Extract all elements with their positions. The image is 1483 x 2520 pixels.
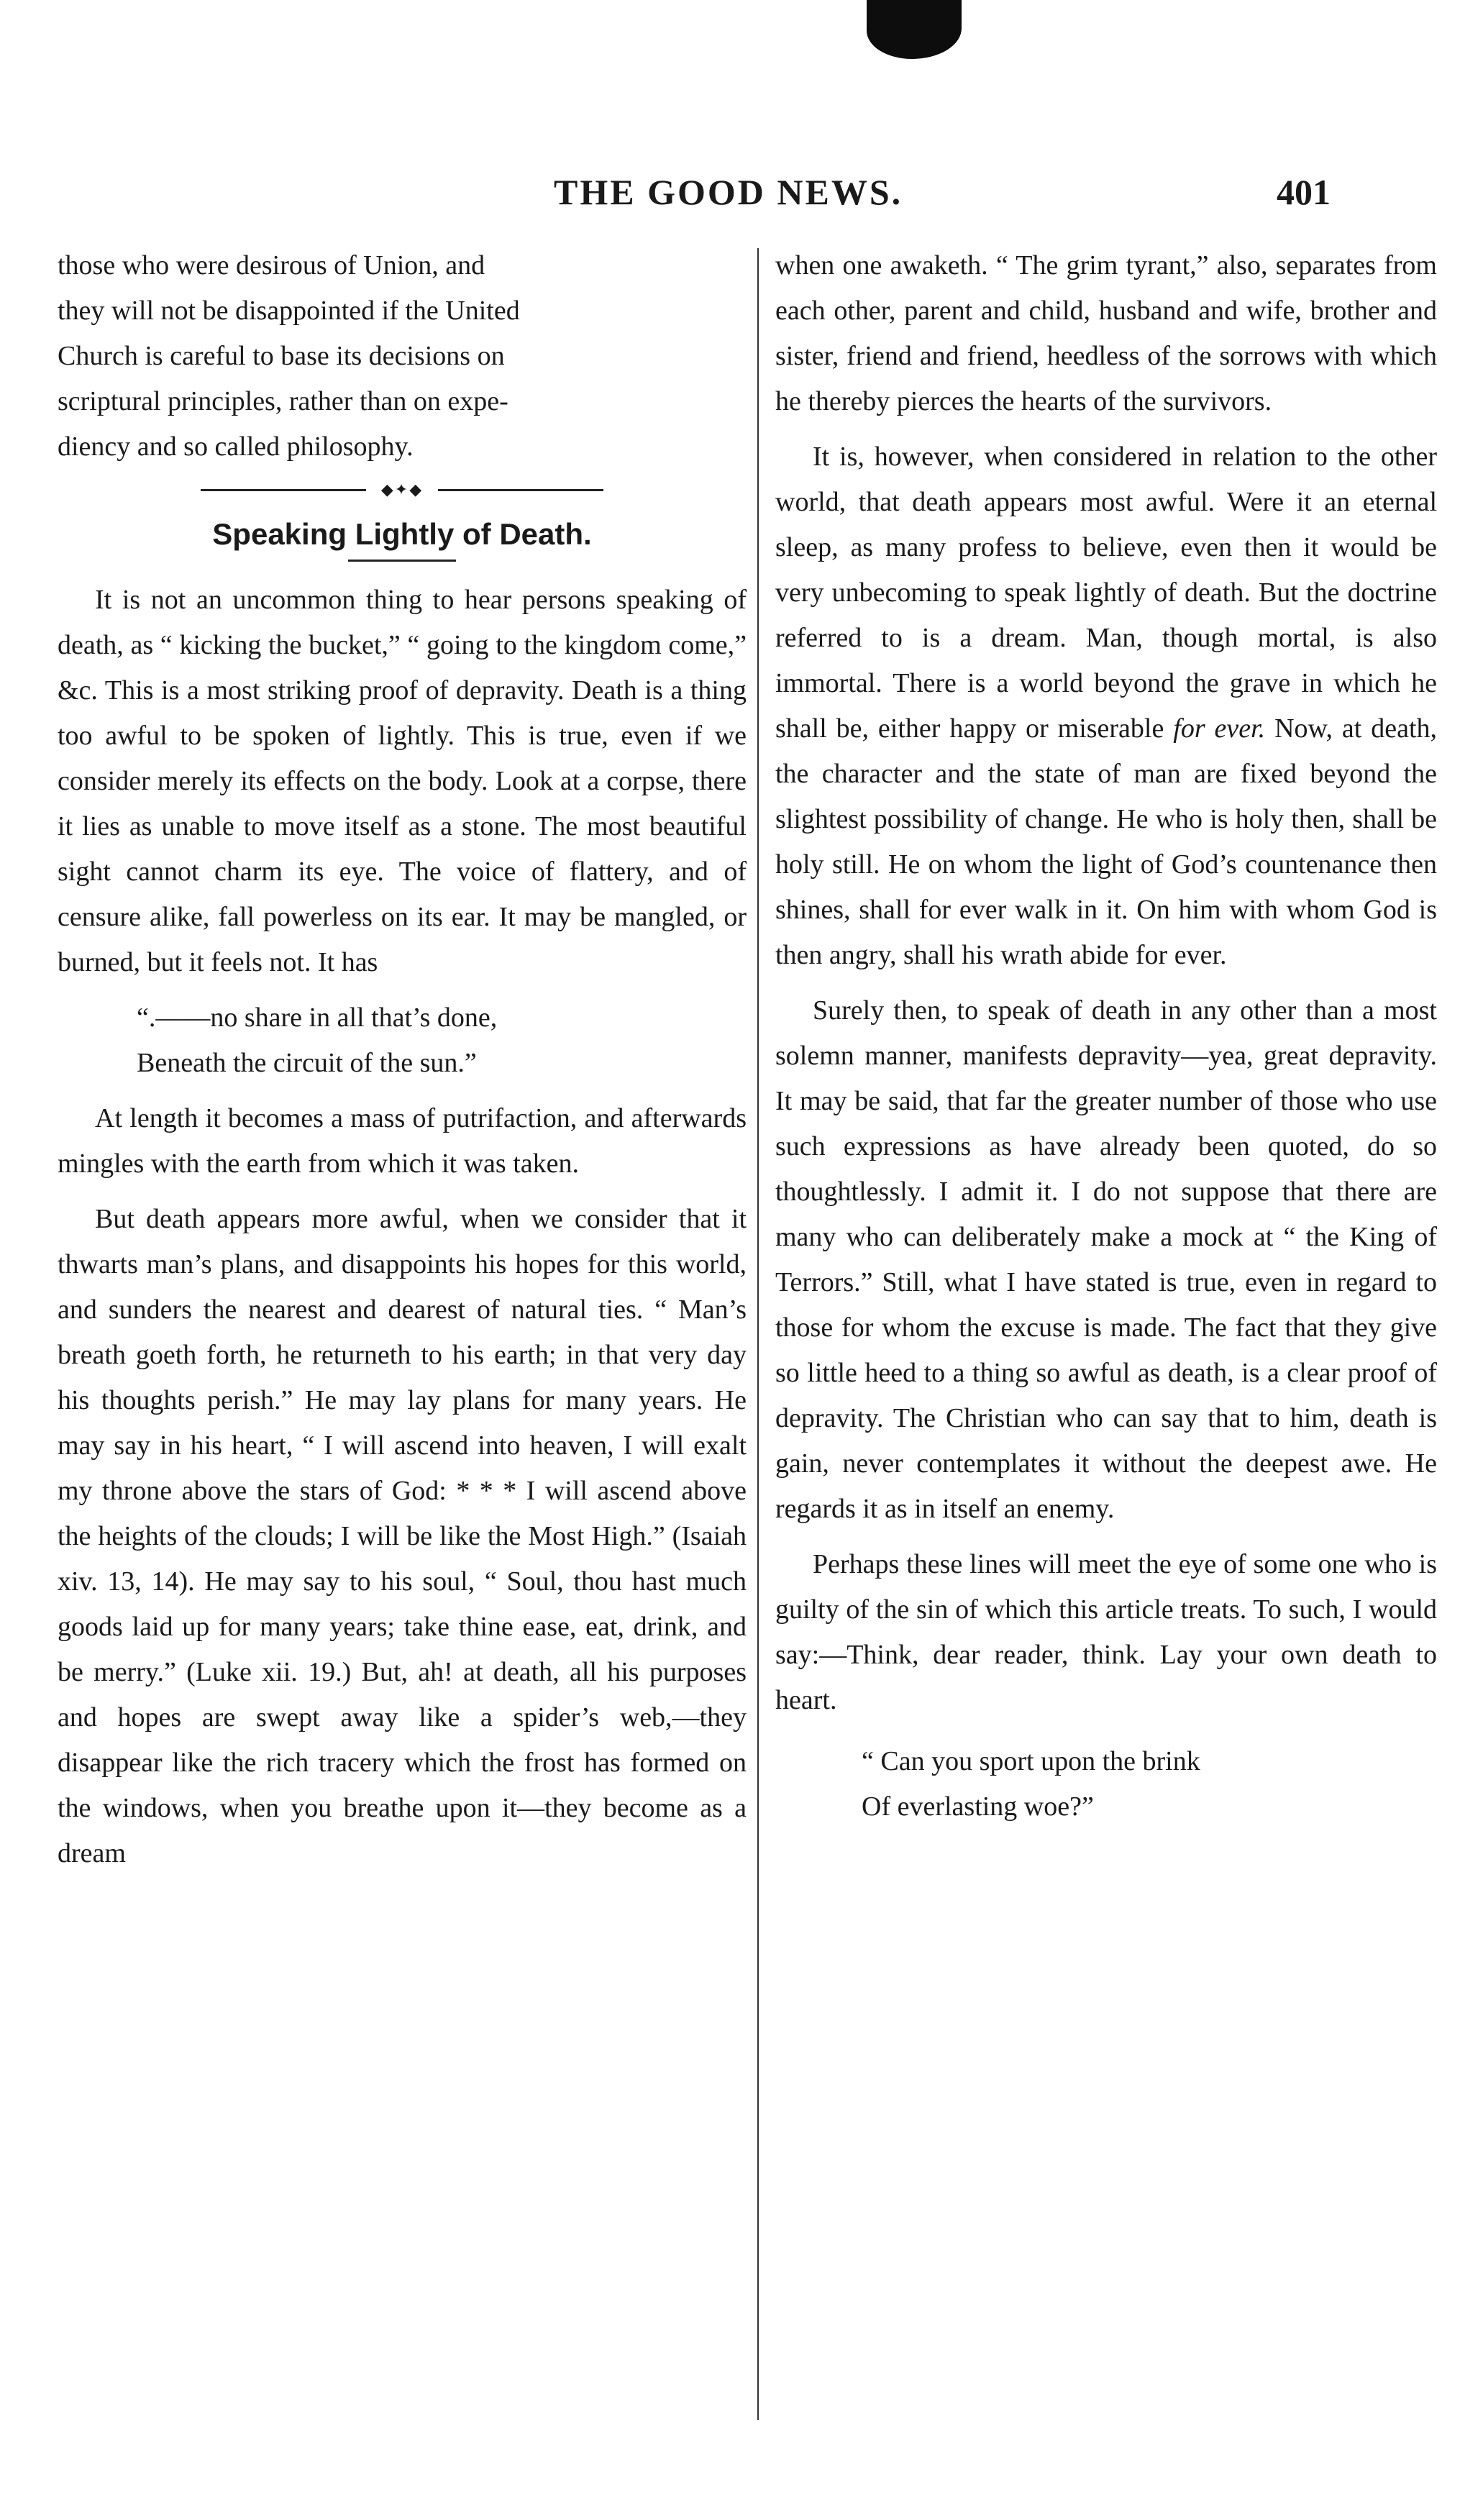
verse-line: “ Can you sport upon the brink <box>862 1746 1200 1776</box>
page-header <box>0 171 1483 214</box>
intro-line: Church is careful to base its decisions on <box>58 341 505 371</box>
verse-line: “.——no share in all that’s done, <box>137 1003 498 1033</box>
article-paragraph <box>775 434 1437 978</box>
verse-line: Of everlasting woe?” <box>862 1791 1094 1822</box>
paragraph-text: It is, however, when considered in relation to the other world, that death appears most awful. Were it an eternal sleep, as many profess to believe, even then it would be very unbecoming to speak lightly of death. But the doctrine referred to is a dream. Man, though mortal, is also immortal. There is a world beyond the grave in which he shall be, either happy or miserable <box>775 442 1437 744</box>
right-column <box>775 243 1437 1830</box>
verse-line: Beneath the circuit of the sun.” <box>137 1048 477 1078</box>
intro-line: scriptural principles, rather than on expe- <box>58 386 508 416</box>
intro-line: those who were desirous of Union, and <box>58 250 485 280</box>
emphasis-text: for ever. <box>1173 713 1266 744</box>
article-paragraph: It is not an uncommon thing to hear persons speaking of death, as “ kicking the bucket,” “ going to the kingdom come,” &c. This is a most striking proof of depravity. Death is a thing too awful to be spoken of lightly. This is true, even if we consider merely its effects on the body. Look at a corpse, there it lies as unable to move itself as a stone. The most beautiful sight cannot charm its eye. The voice of flattery, and of censure alike, fall powerless on its ear. It may be mangled, or burned, but it feels not. It has <box>58 585 747 977</box>
article-title: Speaking Lightly of Death. <box>212 517 592 551</box>
ink-blot <box>867 0 962 59</box>
publication-title: THE GOOD NEWS. <box>554 172 903 212</box>
article-paragraph: At length it becomes a mass of putrifaction, and afterwards mingles with the earth from which it was taken. <box>58 1103 747 1179</box>
column-divider <box>757 248 759 2420</box>
section-divider: ◆✦◆ <box>201 484 603 496</box>
article-paragraph: Perhaps these lines will meet the eye of some one who is guilty of the sin of which this article treats. To such, I would say:—Think, dear reader, think. Lay your own death to heart. <box>775 1549 1437 1715</box>
paragraph-text: Now, at death, the character and the state of man are fixed beyond the slightest possibility of change. He who is holy then, shall be holy still. He on whom the light of God’s countenance then shines, shall for ever walk in it. On him with whom God is then angry, shall his wrath abide for ever. <box>775 713 1438 970</box>
title-underline <box>348 560 456 562</box>
article-paragraph: Surely then, to speak of death in any other than a most solemn manner, manifests depravity—yea, great depravity. It may be said, that far the greater number of those who use such expressions as have already been quoted, do so thoughtlessly. I admit it. I do not suppose that there are many who can deliberately make a mock at “ the King of Terrors.” Still, what I have stated is true, even in regard to those for whom the excuse is made. The fact that they give so little heed to a thing so awful as death, is a clear proof of depravity. The Christian who can say that to him, death is gain, never contemplates it without the deepest awe. He regards it as in itself an enemy. <box>775 995 1437 1524</box>
intro-line: they will not be disappointed if the United <box>58 296 520 326</box>
left-column <box>58 243 747 1876</box>
article-paragraph: when one awaketh. “ The grim tyrant,” also, separates from each other, parent and child, husband and wife, brother and sister, friend and friend, heedless of the sorrows with which he thereby pierces the hearts of the survivors. <box>775 250 1437 416</box>
closing-verse <box>862 1739 1437 1830</box>
article-paragraph: But death appears more awful, when we consider that it thwarts man’s plans, and disappoints his hopes for this world, and sunders the nearest and dearest of natural ties. “ Man’s breath goeth forth, he returneth to his earth; in that very day his thoughts perish.” He may lay plans for many years. He may say in his heart, “ I will ascend into heaven, I will exalt my throne above the stars of God: * * * I will ascend above the heights of the clouds; I will be like the Most High.” (Isaiah xiv. 13, 14). He may say to his soul, “ Soul, thou hast much goods laid up for many years; take thine ease, eat, drink, and be merry.” (Luke xii. 19.) But, ah! at death, all his purposes and hopes are swept away like a spider’s web,—they disappear like the rich tracery which the frost has formed on the windows, when you breathe upon it—they become as a dream <box>58 1204 747 1868</box>
quoted-verse <box>137 995 747 1086</box>
page-number: 401 <box>1277 172 1331 212</box>
intro-line: diency and so called philosophy. <box>58 432 414 462</box>
